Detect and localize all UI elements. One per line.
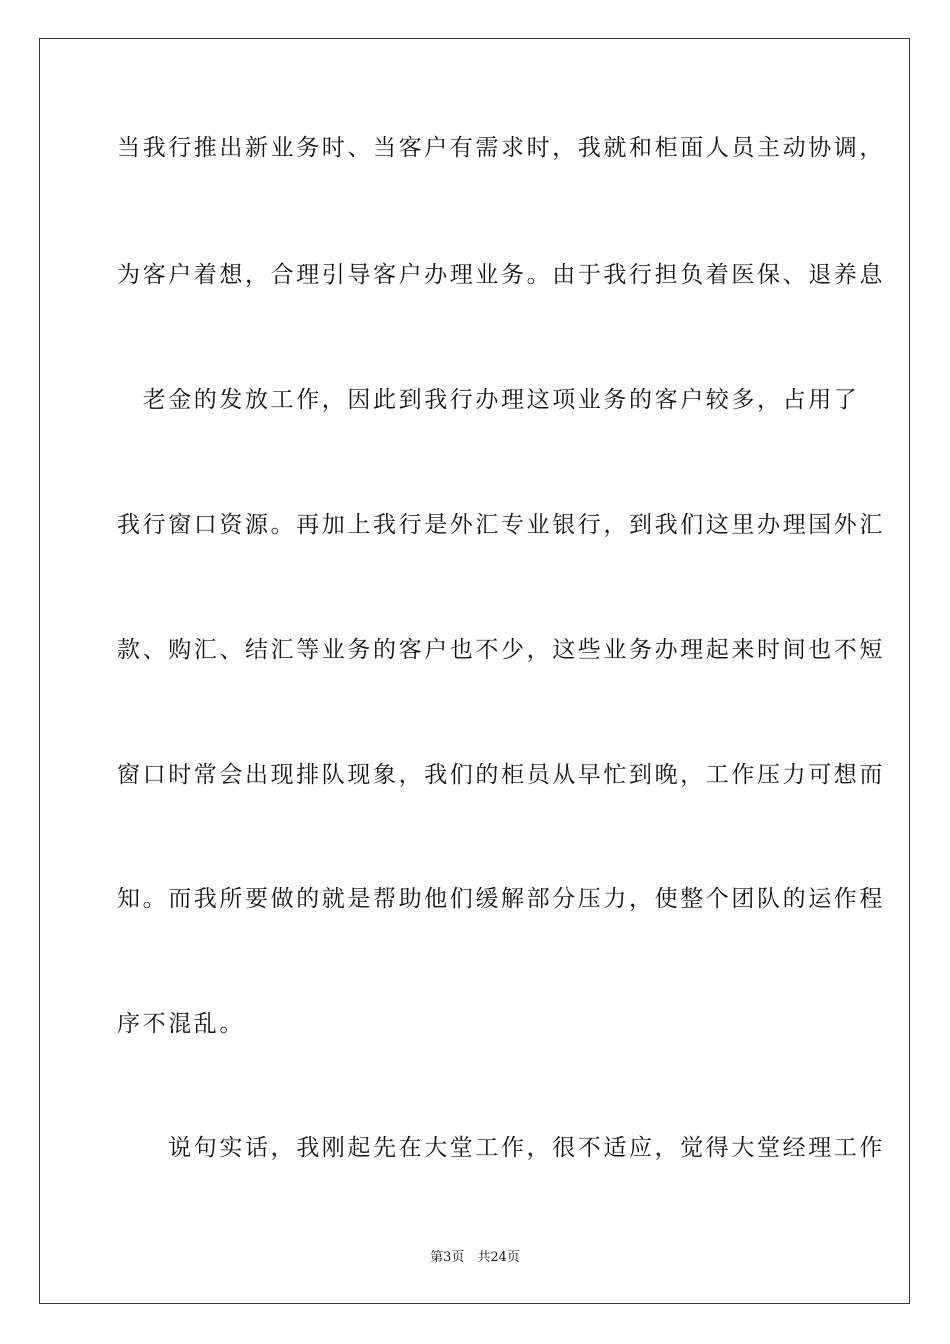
page-number-footer: 第3页 共24页 [430,1250,520,1265]
text-line-7: 知。而我所要做的就是帮助他们缓解部分压力，使整个团队的运作程 [117,886,885,912]
text-line-5: 款、购汇、结汇等业务的客户也不少，这些业务办理起来时间也不短 [117,637,885,663]
text-line-1: 当我行推出新业务时、当客户有需求时，我就和柜面人员主动协调， [117,135,885,161]
text-line-6: 窗口时常会出现排队现象，我们的柜员从早忙到晚，工作压力可想而 [117,762,885,788]
text-line-3: 老金的发放工作，因此到我行办理这项业务的客户较多，占用了 [117,387,860,413]
text-line-2: 为客户着想，合理引导客户办理业务。由于我行担负着医保、退养息 [117,262,885,288]
page-border [39,38,910,1304]
text-line-9: 说句实话，我刚起先在大堂工作，很不适应，觉得大堂经理工作 [117,1135,885,1161]
text-line-4: 我行窗口资源。再加上我行是外汇专业银行，到我们这里办理国外汇 [117,512,885,538]
text-line-8: 序不混乱。 [117,1011,245,1037]
